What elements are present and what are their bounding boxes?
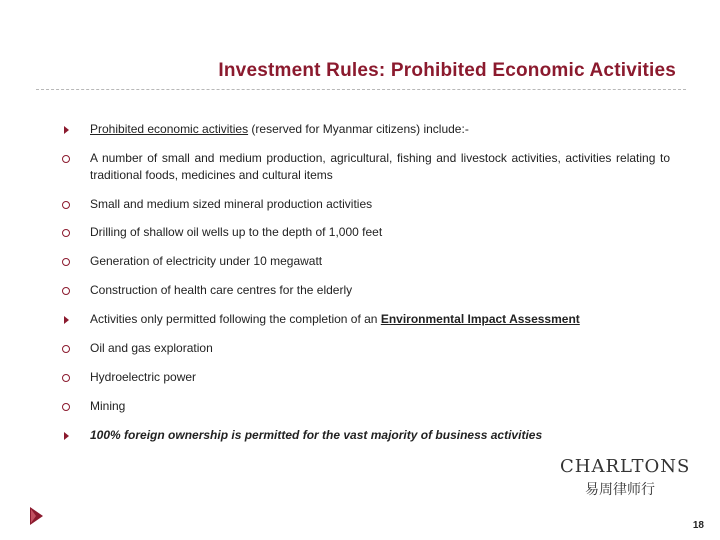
bullet-text <box>90 150 670 184</box>
bullet-text-part: Hydroelectric power <box>90 370 197 384</box>
title-divider <box>36 89 686 90</box>
triangle-bullet-icon <box>60 427 72 444</box>
bullet-text-part: Prohibited economic activities <box>90 122 249 136</box>
bullet-text <box>90 398 670 415</box>
bullet-text <box>90 369 670 386</box>
circle-bullet-icon <box>60 369 72 386</box>
logo-name-cn: 易周律师行 <box>585 482 655 498</box>
bullet-text <box>90 427 670 444</box>
bullet-text-part: (reserved for Myanmar citizens) include:- <box>248 122 469 136</box>
bullet-text-part: Small and medium sized mineral production activities <box>90 197 373 211</box>
bullet-text-part: Construction of health care centres for the elderly <box>90 283 353 297</box>
page-number: 18 <box>692 520 704 531</box>
charltons-logo <box>560 456 691 499</box>
bullet-text-part: Environmental Impact Assessment <box>380 312 580 326</box>
bullet-text-part: Drilling of shallow oil wells up to the depth of 1,000 feet <box>90 225 383 239</box>
bullet-text <box>90 224 670 241</box>
bullet-text-part: Activities only permitted following the completion of an <box>90 312 381 326</box>
slide-title: Investment Rules: Prohibited Economic Activities <box>218 60 676 81</box>
bullet-text-part: Mining <box>90 399 126 413</box>
bullet-text <box>90 253 670 270</box>
circle-bullet-icon <box>60 282 72 299</box>
triangle-bullet-icon <box>60 311 72 328</box>
logo-name-en: CHARLTONS <box>560 456 691 477</box>
bullet-text <box>90 121 670 138</box>
circle-bullet-icon <box>60 398 72 415</box>
bullet-text <box>90 340 670 357</box>
bullet-text-part: A number of small and medium production, agricultural, fishing and livestock activities, activities relating to traditional foods, medicines and cultural items <box>90 151 670 182</box>
circle-bullet-icon <box>60 253 72 270</box>
bullet-text <box>90 196 670 213</box>
next-slide-arrow-icon[interactable] <box>28 505 46 532</box>
triangle-bullet-icon <box>60 121 72 138</box>
bullet-text <box>90 282 670 299</box>
circle-bullet-icon <box>60 224 72 241</box>
bullet-text <box>90 311 670 328</box>
bullet-text-part: Oil and gas exploration <box>90 341 213 355</box>
circle-bullet-icon <box>60 196 72 213</box>
bullet-text-part: 100% foreign ownership is permitted for the vast majority of business activities <box>90 428 543 442</box>
circle-bullet-icon <box>60 150 72 167</box>
circle-bullet-icon <box>60 340 72 357</box>
bullet-text-part: Generation of electricity under 10 megawatt <box>90 254 323 268</box>
